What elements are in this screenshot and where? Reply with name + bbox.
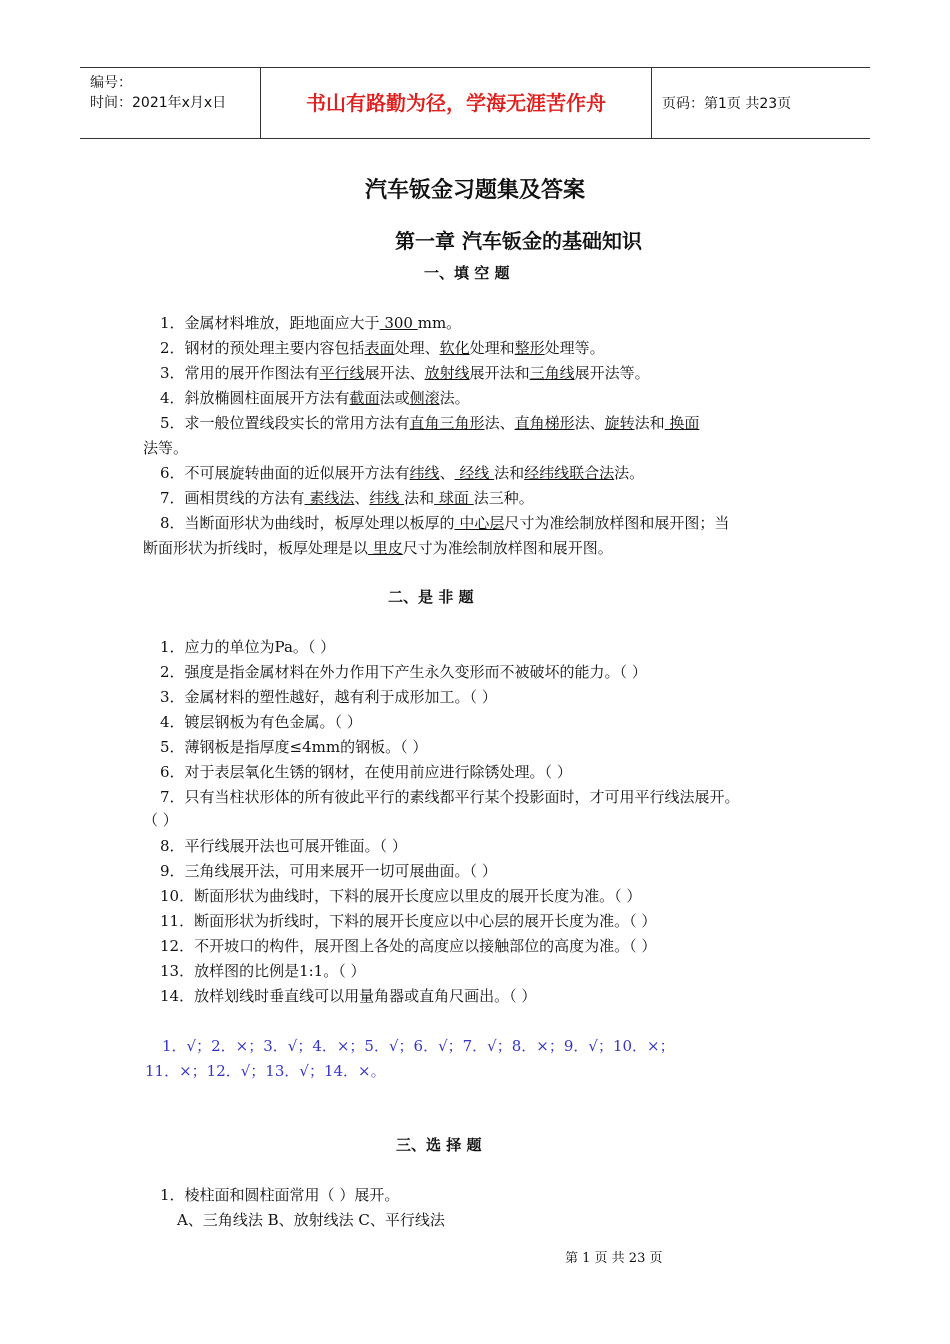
number-label: 编号： xyxy=(90,75,132,91)
tf-item: 13．放样图的比例是1:1。（ ） xyxy=(160,962,366,980)
tf-item: 7．只有当柱状形体的所有彼此平行的素线都平行某个投影面时，才可用平行线法展开。 xyxy=(160,788,740,806)
blank: 旋转 xyxy=(604,414,635,432)
blank: 经线 xyxy=(454,464,495,482)
fill-q2 xyxy=(160,337,605,358)
blank: 侧滚 xyxy=(409,389,440,407)
text: 8．当断面形状为曲线时，板厚处理以板厚的 xyxy=(160,514,455,532)
blank: 直角三角形 xyxy=(409,414,485,432)
fill-q3 xyxy=(160,362,650,383)
fill-q1 xyxy=(160,312,461,333)
tf-item: 9．三角线展开法，可用来展开一切可展曲面。（ ） xyxy=(160,862,497,880)
tf-item: 11．断面形状为折线时，下料的展开长度应以中心层的展开长度为准。（ ） xyxy=(160,912,657,930)
section-fill-blank: 一、填 空 题 xyxy=(424,264,510,282)
fill-q8-cont xyxy=(143,537,613,558)
text: 法和 xyxy=(634,414,665,432)
text: 处理等。 xyxy=(544,339,605,357)
blank: 里皮 xyxy=(368,539,403,557)
blank: 软化 xyxy=(439,339,470,357)
text: 5．求一般位置线段实长的常用方法有 xyxy=(160,414,410,432)
text: 7．画相贯线的方法有 xyxy=(160,489,305,507)
tf-item: 2．强度是指金属材料在外力作用下产生永久变形而不被破坏的能力。（ ） xyxy=(160,663,647,681)
text: 、 xyxy=(354,489,370,507)
chapter-title: 第一章 汽车钣金的基础知识 xyxy=(395,229,642,253)
text: 尺寸为准绘制放样图和展开图。 xyxy=(402,539,613,557)
text: 4．斜放椭圆柱面展开方法有 xyxy=(160,389,350,407)
section-choice: 三、选 择 题 xyxy=(396,1136,482,1154)
tf-item: （ ） xyxy=(143,811,178,829)
page-footer: 第 1 页 共 23 页 xyxy=(565,1251,663,1266)
text: 处理和 xyxy=(469,339,515,357)
text: 法和 xyxy=(494,464,525,482)
text: 法三种。 xyxy=(473,489,534,507)
tf-item: 4．镀层钢板为有色金属。（ ） xyxy=(160,713,362,731)
text: 2．钢材的预处理主要内容包括 xyxy=(160,339,365,357)
blank: 换面 xyxy=(664,414,700,432)
fill-q4 xyxy=(160,387,470,408)
tf-item: 12．不开坡口的构件，展开图上各处的高度应以接触部位的高度为准。（ ） xyxy=(160,937,657,955)
tf-item: 1．应力的单位为Pa。（ ） xyxy=(160,638,336,656)
blank: 表面 xyxy=(364,339,395,357)
text: 1．金属材料堆放，距地面应大于 xyxy=(160,314,380,332)
text: 6．不可展旋转曲面的近似展开方法有 xyxy=(160,464,410,482)
tf-answers-line-1: 1．√；2．×；3．√；4．×；5．√；6．√；7．√；8．×；9．√；10．×； xyxy=(162,1037,675,1055)
blank: 经纬线联合法 xyxy=(524,464,615,482)
page-header xyxy=(80,67,870,139)
blank: 平行线 xyxy=(319,364,365,382)
text: mm。 xyxy=(417,314,462,332)
motto-cell: 书山有路勤为径，学海无涯苦作舟 xyxy=(261,68,652,138)
blank: 直角梯形 xyxy=(514,414,575,432)
blank: 300 xyxy=(379,314,418,332)
text: 法和 xyxy=(404,489,435,507)
section-true-false: 二、是 非 题 xyxy=(388,588,474,606)
date-label: 时间：2021年x月x日 xyxy=(90,95,227,111)
tf-item: 14．放样划线时垂直线可以用量角器或直角尺画出。（ ） xyxy=(160,987,537,1005)
text: 法或 xyxy=(379,389,410,407)
tf-item: 8．平行线展开法也可展开锥面。（ ） xyxy=(160,837,407,855)
text: 展开法和 xyxy=(469,364,530,382)
blank: 整形 xyxy=(514,339,545,357)
text: 尺寸为准绘制放样图和展开图；当 xyxy=(504,514,730,532)
fill-q6 xyxy=(160,462,644,483)
text: 法。 xyxy=(439,389,470,407)
fill-q5 xyxy=(160,412,699,433)
blank: 纬线 xyxy=(409,464,440,482)
choice-q1: 1．棱柱面和圆柱面常用（ ）展开。 xyxy=(160,1186,400,1204)
blank: 放射线 xyxy=(424,364,470,382)
text: 断面形状为折线时，板厚处理是以 xyxy=(143,539,369,557)
text: 法。 xyxy=(614,464,645,482)
tf-item: 3．金属材料的塑性越好，越有利于成形加工。（ ） xyxy=(160,688,497,706)
choice-q1-options: A、三角线法 B、放射线法 C、平行线法 xyxy=(177,1211,445,1229)
tf-item: 5．薄钢板是指厚度≤4mm的钢板。（ ） xyxy=(160,738,428,756)
document-title: 汽车钣金习题集及答案 xyxy=(364,178,585,203)
header-meta-cell xyxy=(80,68,261,138)
fill-q8 xyxy=(160,512,729,533)
text: 处理、 xyxy=(394,339,440,357)
tf-item: 6．对于表层氧化生锈的钢材，在使用前应进行除锈处理。（ ） xyxy=(160,763,572,781)
blank: 球面 xyxy=(434,489,474,507)
blank: 素线法 xyxy=(304,489,355,507)
page-info: 页码：第1页 共23页 xyxy=(662,96,792,112)
fill-q7 xyxy=(160,487,534,508)
text: 、 xyxy=(439,464,455,482)
tf-answers-line-2: 11．×；12．√；13．√；14．×。 xyxy=(145,1062,386,1080)
blank: 截面 xyxy=(349,389,380,407)
text: 法、 xyxy=(574,414,605,432)
tf-item: 10．断面形状为曲线时，下料的展开长度应以里皮的展开长度为准。（ ） xyxy=(160,887,642,905)
fill-q5-cont: 法等。 xyxy=(143,439,189,457)
blank: 三角线 xyxy=(529,364,575,382)
text: 展开法等。 xyxy=(574,364,650,382)
text: 法、 xyxy=(484,414,515,432)
blank: 纬线 xyxy=(369,489,405,507)
blank: 中心层 xyxy=(454,514,505,532)
text: 3．常用的展开作图法有 xyxy=(160,364,320,382)
text: 展开法、 xyxy=(364,364,425,382)
